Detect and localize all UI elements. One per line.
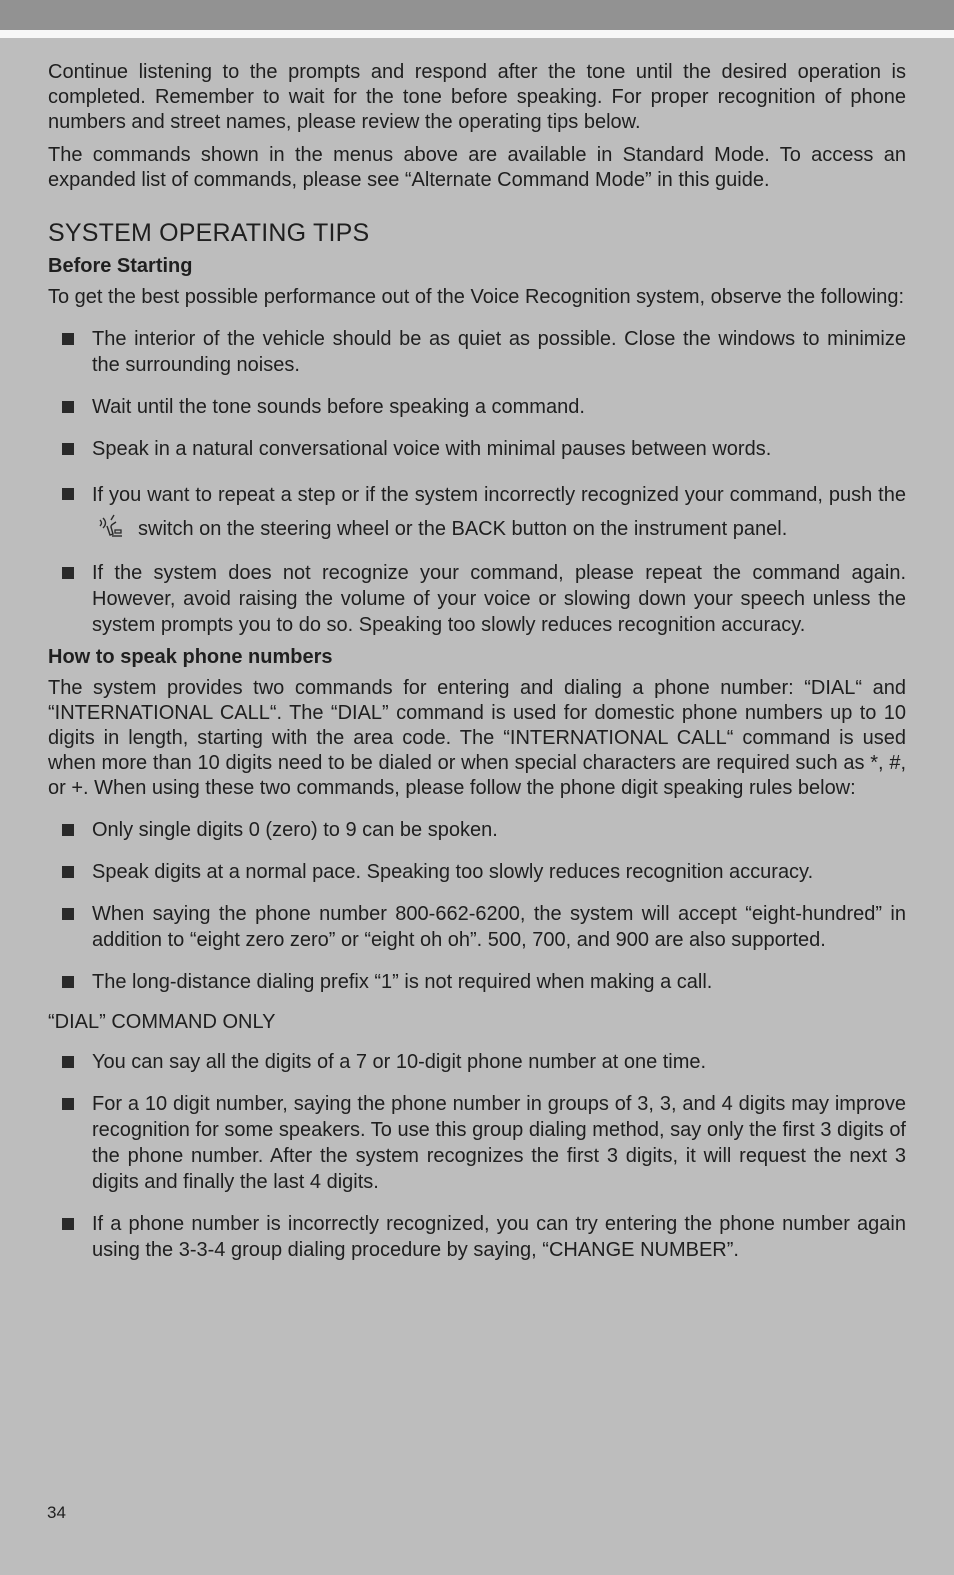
header-rule — [0, 30, 954, 38]
bullet-square-icon — [62, 488, 74, 500]
list-item-text: Speak digits at a normal pace. Speaking too slowly reduces recognition accuracy. — [92, 861, 814, 883]
page-number: 34 — [47, 1503, 66, 1522]
bullet-square-icon — [62, 866, 74, 878]
intro-paragraph-1: Continue listening to the prompts and respond after the tone until the desired operation is completed. Remember to wait for the tone before speaking. For proper recognition of phone numbers and street names, please review the operating tips below. — [48, 61, 906, 133]
before-starting-list — [48, 326, 906, 638]
header-band — [0, 0, 954, 30]
list-item-text: The long-distance dialing prefix “1” is not required when making a call. — [92, 971, 713, 993]
dial-command-list — [48, 1049, 906, 1263]
dial-command-heading: “DIAL” COMMAND ONLY — [48, 1011, 276, 1033]
list-item-text: Wait until the tone sounds before speaking a command. — [92, 396, 585, 418]
list-item — [48, 859, 906, 885]
list-item — [48, 560, 906, 638]
before-starting-intro: To get the best possible performance out of the Voice Recognition system, observe the following: — [48, 286, 905, 308]
page-content — [48, 60, 906, 1279]
list-item-text: Speak in a natural conversational voice with minimal pauses between words. — [92, 438, 772, 460]
bullet-square-icon — [62, 1056, 74, 1068]
list-item-text: The interior of the vehicle should be as quiet as possible. Close the windows to minimize the surrounding noises. — [92, 328, 906, 376]
list-item-text: If you want to repeat a step or if the system incorrectly recognized your command, push the — [92, 484, 906, 506]
list-item-text: switch on the steering wheel or the BACK button on the instrument panel. — [138, 518, 788, 540]
bullet-square-icon — [62, 1218, 74, 1230]
list-item-text: When saying the phone number 800-662-6200, the system will accept “eight-hundred” in addition to “eight zero zero” or “eight oh oh”. 500, 700, and 900 are also supported. — [92, 903, 906, 951]
bullet-square-icon — [62, 333, 74, 345]
list-item-text: If the system does not recognize your command, please repeat the command again. However, avoid raising the volume of your voice or slowing down your speech unless the system prompts you to do so. Speaking too slowly reduces recognition accuracy. — [92, 562, 906, 636]
list-item-text: You can say all the digits of a 7 or 10-digit phone number at one time. — [92, 1051, 707, 1073]
bullet-square-icon — [62, 443, 74, 455]
list-item — [48, 436, 906, 462]
bullet-square-icon — [62, 824, 74, 836]
list-item — [48, 969, 906, 995]
phone-numbers-heading: How to speak phone numbers — [48, 646, 333, 668]
list-item-text: For a 10 digit number, saying the phone number in groups of 3, 3, and 4 digits may improve recognition for some speakers. To use this group dialing method, say only the first 3 digits of the phone number. After the system recognizes the first 3 digits, it will request the next 3 digits and finally the last 4 digits. — [92, 1093, 906, 1193]
bullet-square-icon — [62, 908, 74, 920]
bullet-square-icon — [62, 401, 74, 413]
list-item-text: If a phone number is incorrectly recognized, you can try entering the phone number again using the 3-3-4 group dialing procedure by saying, “CHANGE NUMBER”. — [92, 1213, 906, 1261]
bullet-square-icon — [62, 976, 74, 988]
talk-back-switch-icon — [98, 513, 124, 539]
list-item-text: Only single digits 0 (zero) to 9 can be spoken. — [92, 819, 498, 841]
before-starting-heading: Before Starting — [48, 255, 193, 277]
section-title: SYSTEM OPERATING TIPS — [48, 219, 370, 247]
list-item — [48, 817, 906, 843]
list-item — [48, 1211, 906, 1263]
list-item — [48, 394, 906, 420]
bullet-square-icon — [62, 567, 74, 579]
list-item — [48, 901, 906, 953]
phone-numbers-list — [48, 817, 906, 995]
list-item — [48, 1091, 906, 1195]
bullet-square-icon — [62, 1098, 74, 1110]
list-item — [48, 326, 906, 378]
list-item — [48, 1049, 906, 1075]
intro-paragraph-2: The commands shown in the menus above are available in Standard Mode. To access an expanded list of commands, please see “Alternate Command Mode” in this guide. — [48, 144, 906, 191]
phone-numbers-intro: The system provides two commands for entering and dialing a phone number: “DIAL“ and “INTERNATIONAL CALL“. The “DIAL” command is used for domestic phone numbers up to 10 digits in length, starting with the area code. The “INTERNATIONAL CALL“ command is used when more than 10 digits need to be dialed or when special characters are required such as *, #, or +. When using these two commands, please follow the phone digit speaking rules below: — [48, 677, 906, 799]
list-item — [48, 478, 906, 546]
